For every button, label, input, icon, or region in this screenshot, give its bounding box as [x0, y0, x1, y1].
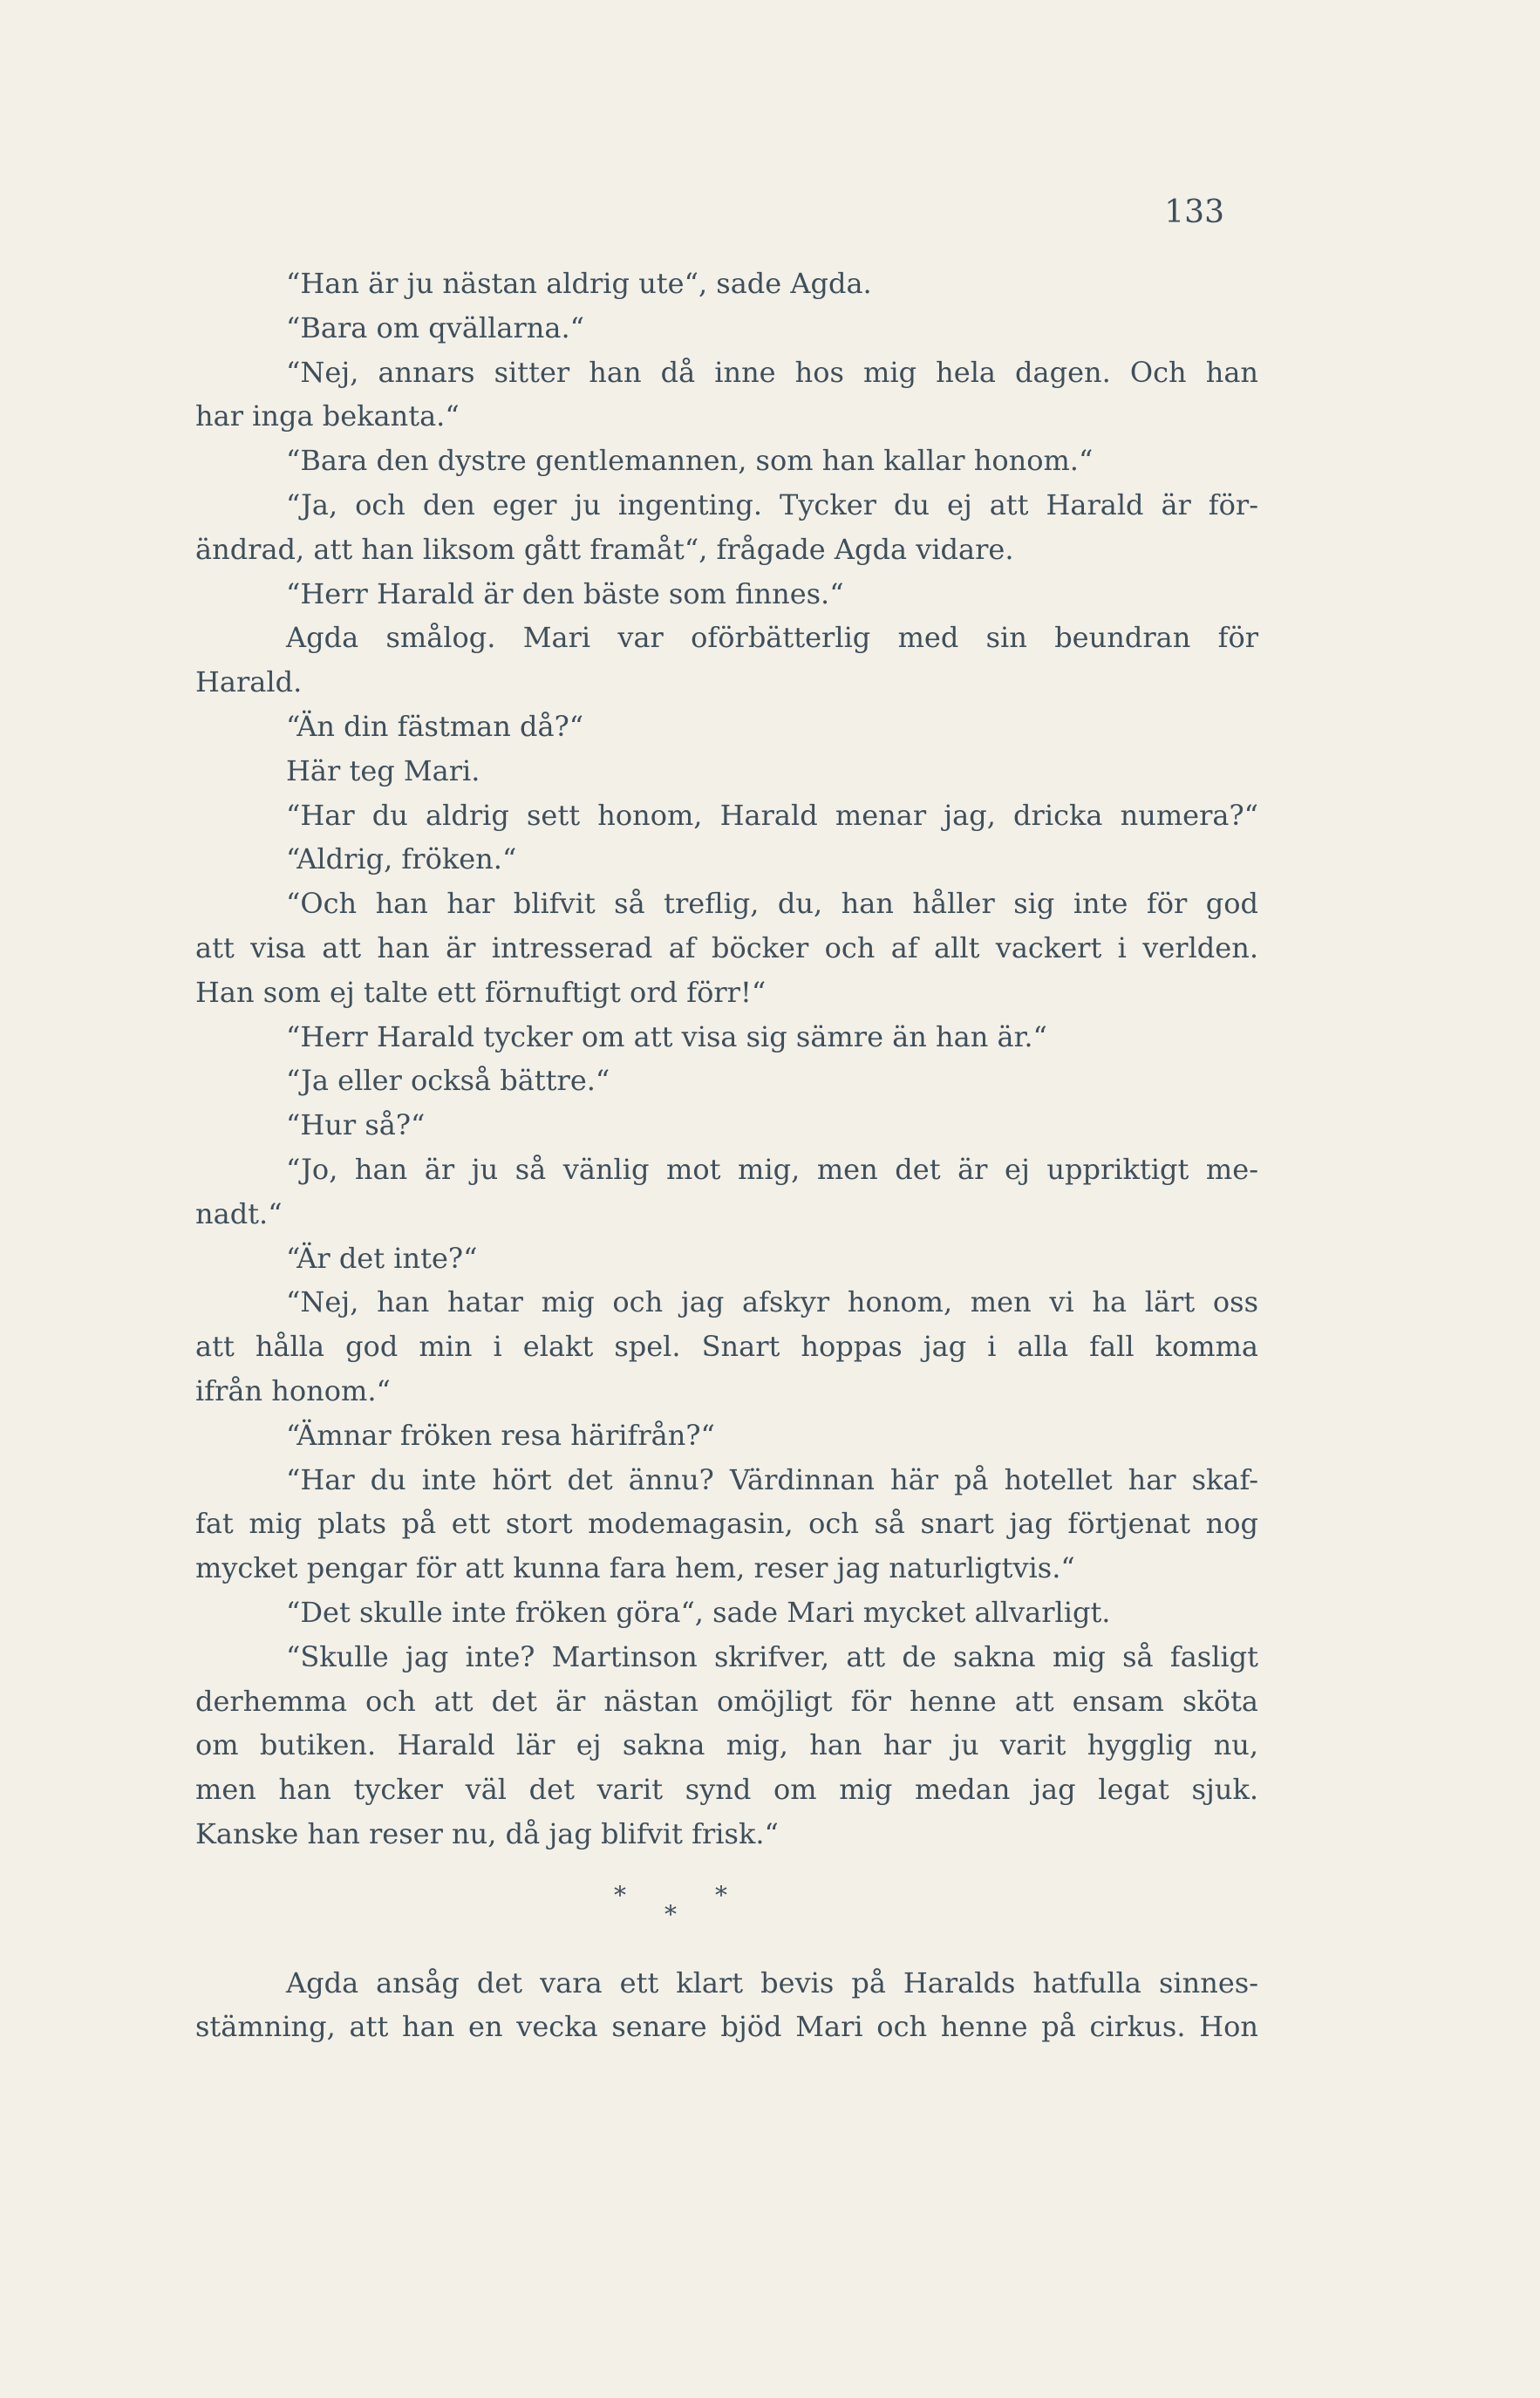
text-line: “Herr Harald tycker om att visa sig sämre än han är.“ — [286, 1019, 1047, 1053]
separator-star: * — [614, 1880, 626, 1910]
body-text — [195, 262, 1258, 2049]
text-line: “Skulle jag inte? Martinson skrifver, att de sakna mig så fasligt — [286, 1639, 1258, 1673]
text-line: “Ja eller också bättre.“ — [286, 1064, 610, 1098]
text-line: “Och han har blifvit så treflig, du, han håller sig inte för god — [286, 887, 1258, 921]
text-line: “Jo, han är ju så vänlig mot mig, men det är ej uppriktigt me- — [286, 1152, 1258, 1186]
text-line: att hålla god min i elakt spel. Snart hoppas jag i alla fall komma — [195, 1330, 1258, 1364]
text-line: “Är det inte?“ — [286, 1241, 478, 1275]
text-line: “Bara om qvällarna.“ — [286, 310, 584, 344]
text-line: “Hur så?“ — [286, 1108, 426, 1142]
text-line: Agda smålog. Mari var oförbätterlig med sin beundran för — [286, 621, 1258, 655]
text-line: “Det skulle inte fröken göra“, sade Mari mycket allvarligt. — [286, 1595, 1111, 1629]
text-line: derhemma och att det är nästan omöjligt för henne att ensam sköta — [195, 1684, 1258, 1718]
text-line: “Aldrig, fröken.“ — [286, 842, 517, 876]
text-line: “Han är ju nästan aldrig ute“, sade Agda. — [286, 267, 872, 300]
text-line: Kanske han reser nu, då jag blifvit frisk.“ — [195, 1816, 779, 1850]
text-line: “Har du aldrig sett honom, Harald menar jag, dricka numera?“ — [286, 798, 1258, 832]
text-line: har inga bekanta.“ — [195, 399, 460, 433]
text-line: Agda ansåg det vara ett klart bevis på Haralds hatfulla sinnes- — [286, 1965, 1258, 1999]
text-line: “Än din fästman då?“ — [286, 709, 584, 743]
text-line: Här teg Mari. — [286, 753, 480, 787]
text-line: “Nej, annars sitter han då inne hos mig hela dagen. Och han — [286, 355, 1258, 389]
text-line: fat mig plats på ett stort modemagasin, och så snart jag förtjenat nog — [195, 1507, 1258, 1541]
separator-star: * — [715, 1880, 727, 1910]
text-line: “Nej, han hatar mig och jag afskyr honom, men vi ha lärt oss — [286, 1285, 1258, 1319]
text-line: “Ja, och den eger ju ingenting. Tycker du ej att Harald är för- — [286, 487, 1258, 521]
text-line: men han tycker väl det varit synd om mig medan jag legat sjuk. — [195, 1773, 1258, 1807]
text-line: mycket pengar för att kunna fara hem, reser jag naturligtvis.“ — [195, 1551, 1075, 1585]
text-line: “Ämnar fröken resa härifrån?“ — [286, 1418, 715, 1452]
section-separator — [195, 1856, 1258, 1944]
text-line: “Herr Harald är den bäste som finnes.“ — [286, 576, 844, 610]
text-line: “Bara den dystre gentlemannen, som han kallar honom.“ — [286, 444, 1094, 478]
text-line: Harald. — [195, 665, 303, 699]
text-line: stämning, att han en vecka senare bjöd Mari och henne på cirkus. Hon — [195, 2010, 1258, 2044]
text-line: “Har du inte hört det ännu? Värdinnan här på hotellet har skaf- — [286, 1462, 1258, 1496]
text-line: att visa att han är intresserad af böcker och af allt vackert i verlden. — [195, 930, 1258, 964]
separator-star: * — [664, 1899, 677, 1929]
text-line: ändrad, att han liksom gått framåt“, frågade Agda vidare. — [195, 532, 1014, 566]
text-line: Han som ej talte ett förnuftigt ord förr!“ — [195, 975, 767, 1009]
text-line: nadt.“ — [195, 1196, 283, 1230]
text-line: om butiken. Harald lär ej sakna mig, han har ju varit hygglig nu, — [195, 1728, 1258, 1762]
text-line: ifrån honom.“ — [195, 1373, 391, 1407]
page-number: 133 — [1164, 194, 1224, 230]
